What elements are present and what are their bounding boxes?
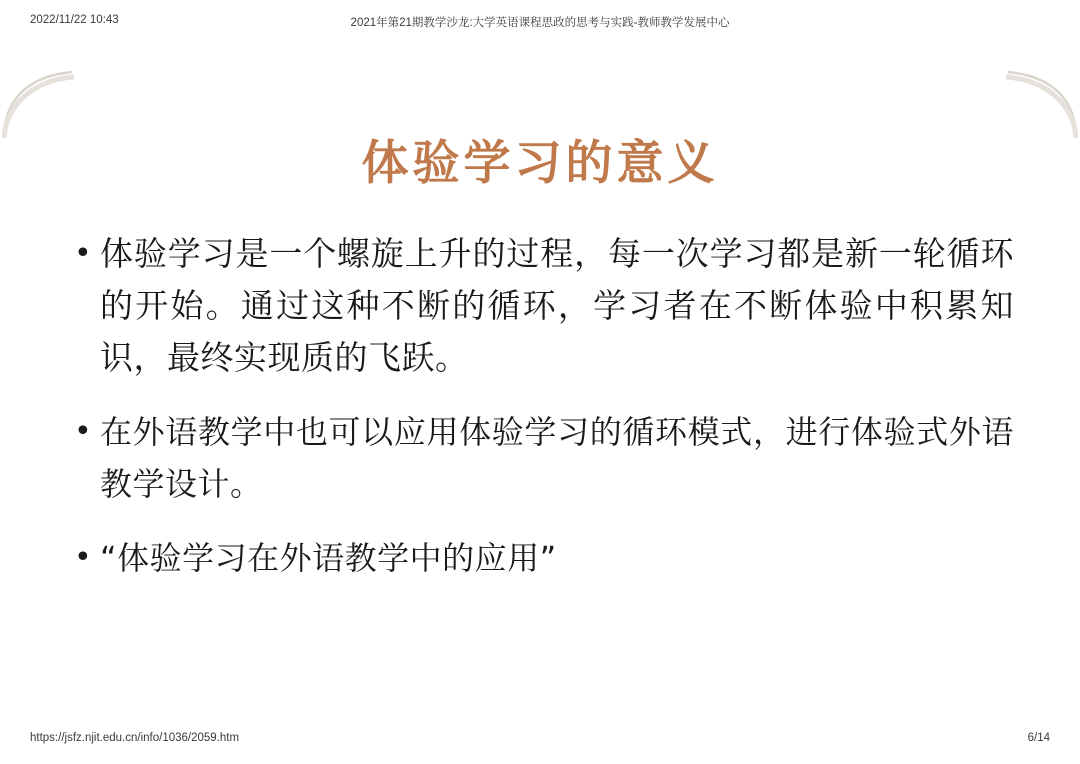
list-item <box>74 532 1014 584</box>
slide-canvas <box>0 68 1080 696</box>
list-item <box>74 406 1014 510</box>
print-page-title: 2021年第21期教学沙龙:大学英语课程思政的思考与实践-教师教学发展中心 <box>350 17 730 29</box>
list-item <box>74 228 1014 384</box>
page-number: 6/14 <box>1027 732 1050 744</box>
slide-title: 体验学习的意义 <box>361 136 719 191</box>
source-url: https://jsfz.njit.edu.cn/info/1036/2059.htm <box>30 732 240 744</box>
slide-bullet-list <box>74 228 1014 606</box>
bullet-text: 在外语教学中也可以应用体验学习的循环模式，进行体验式外语教学设计。 <box>100 413 1014 503</box>
bullet-marker-icon: • <box>74 236 92 271</box>
print-date: 2022/11/22 10:43 <box>30 14 119 26</box>
bullet-text: “体验学习在外语教学中的应用” <box>100 539 557 577</box>
bullet-text: 体验学习是一个螺旋上升的过程，每一次学习都是新一轮循环的开始。通过这种不断的循环，学习者在不断体验中积累知识，最终实现质的飞跃。 <box>100 234 1014 377</box>
bullet-marker-icon: • <box>74 414 92 449</box>
print-header <box>0 0 1080 46</box>
print-footer <box>0 720 1080 764</box>
bullet-marker-icon: • <box>74 540 92 575</box>
